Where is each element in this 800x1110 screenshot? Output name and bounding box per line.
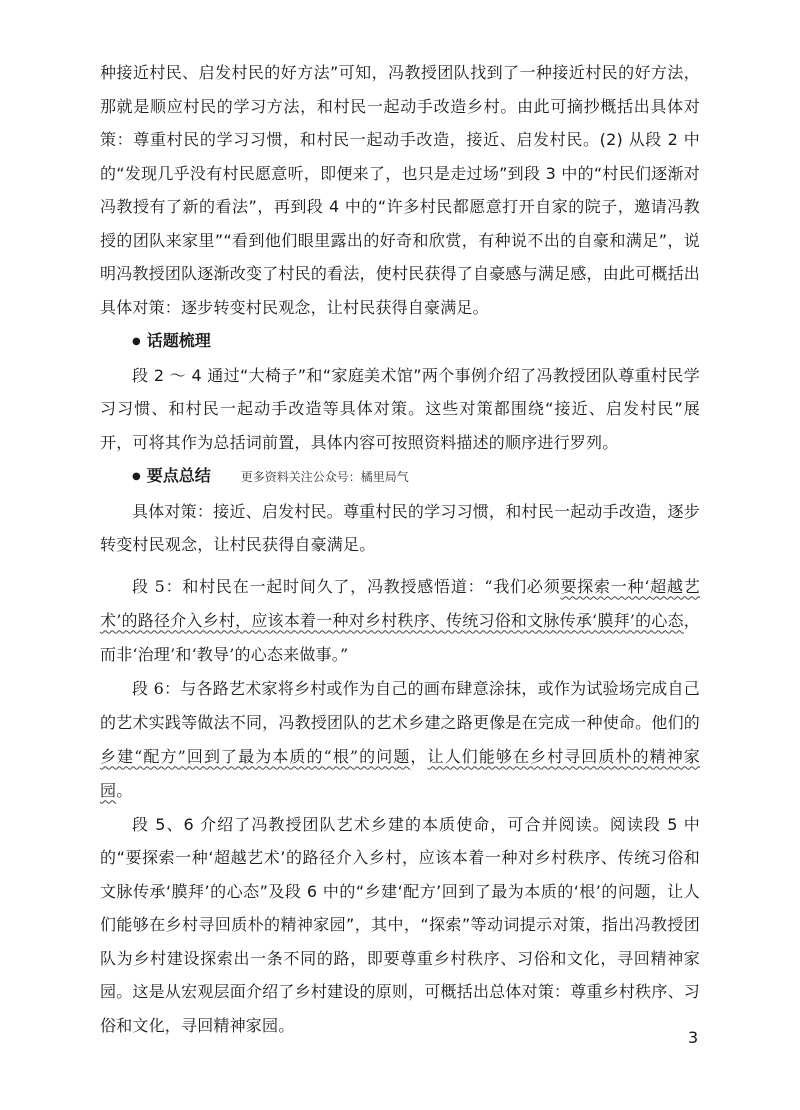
section-heading-summary — [100, 459, 700, 495]
topic-paragraph: 段 2 ～ 4 通过“大椅子”和“家庭美术馆”两个事例介绍了冯教授团队尊重村民学习习惯、和村民一起动手改造等具体对策。这些对策都围绕“接近、启发村民”展开，可将其作为总括词前置，具体内容可按照资料描述的顺序进行罗列。 — [100, 365, 700, 452]
wavy-underline-text: 让人们能够在乡村寻回质朴的精神家园 — [100, 746, 700, 800]
page-number: 3 — [688, 1028, 699, 1047]
document-page — [100, 56, 700, 1042]
wavy-underline-text: 乡建“配方”回到了最为本质的“根”的问题 — [100, 746, 411, 766]
heading-label: 要点总结 — [146, 466, 211, 485]
source-excerpt-block — [100, 570, 700, 808]
bullet-icon: ● — [132, 471, 141, 482]
bullet-icon: ● — [132, 336, 141, 347]
analysis-paragraph-1: 种接近村民、启发村民的好方法”可知，冯教授团队找到了一种接近村民的好方法，那就是顺应村民的学习方法，和村民一起动手改造乡村。由此可摘抄概括出具体对策：尊重村民的学习习惯，和村民一起动手改造，接近、启发村民。(2) 从段 2 中的“发现几乎没有村民愿意听，即便来了，也只是走过场”到段 3 中的“村民们逐渐对冯教授有了新的看法”，再到段 4 中的“许多村民都愿意打开自家的院子，邀请冯教授的团队来家里”“看到他们眼里露出的好奇和欣赏，有种说不出的自豪和满足”，说明冯教授团队逐渐改变了村民的看法，使村民获得了自豪感与满足感，由此可概括出具体对策：逐步转变村民观念，让村民获得自豪满足。 — [100, 63, 700, 317]
source-paragraph-5: 段 5：和村民在一起时间久了，冯教授感悟道：“我们必须要探索一种‘超越艺术’的路径介入乡村，应该本着一种对乡村秩序、传统习俗和文脉传承‘膜拜’的心态，而非‘治理’和‘教导’的心态来做事。” — [100, 576, 700, 664]
analysis-paragraph-2: 段 5、6 介绍了冯教授团队艺术乡建的本质使命，可合并阅读。阅读段 5 中的“要探索一种‘超越艺术’的路径介入乡村，应该本着一种对乡村秩序、传统习俗和文脉传承‘膜拜’的心态”及段 6 中的“乡建‘配方’回到了最为本质的‘根’的问题，让人们能够在乡村寻回质朴的精神家园”，其中，“探索”等动词提示对策，指出冯教授团队为乡村建设探索出一条不同的路，即要尊重乡村秩序、习俗和文化，寻回精神家园。这是从宏观层面介绍了乡村建设的原则，可概括出总体对策：尊重乡村秩序、习俗和文化，寻回精神家园。 — [100, 814, 700, 1035]
wavy-underline-text: 要探索一种‘超越艺术’的路径介入乡村，应该本着一种对乡村秩序、传统习俗和文脉传承‘膜拜’的心态 — [100, 576, 700, 630]
section-heading-topic — [100, 324, 700, 359]
heading-label: 话题梳理 — [146, 331, 211, 350]
wechat-promo-note: 更多资料关注公众号：橘里局气 — [240, 470, 409, 484]
source-paragraph-6: 段 6：与各路艺术家将乡村或作为自己的画布肆意涂抹，或作为试验场完成自己的艺术实践等做法不同，冯教授团队的艺术乡建之路更像是在完成一种使命。他们的乡建“配方”回到了最为本质的“根”的问题，让人们能够在乡村寻回质朴的精神家园。 — [100, 678, 700, 800]
summary-paragraph: 具体对策：接近、启发村民。尊重村民的学习习惯，和村民一起动手改造，逐步转变村民观念，让村民获得自豪满足。 — [100, 501, 700, 554]
